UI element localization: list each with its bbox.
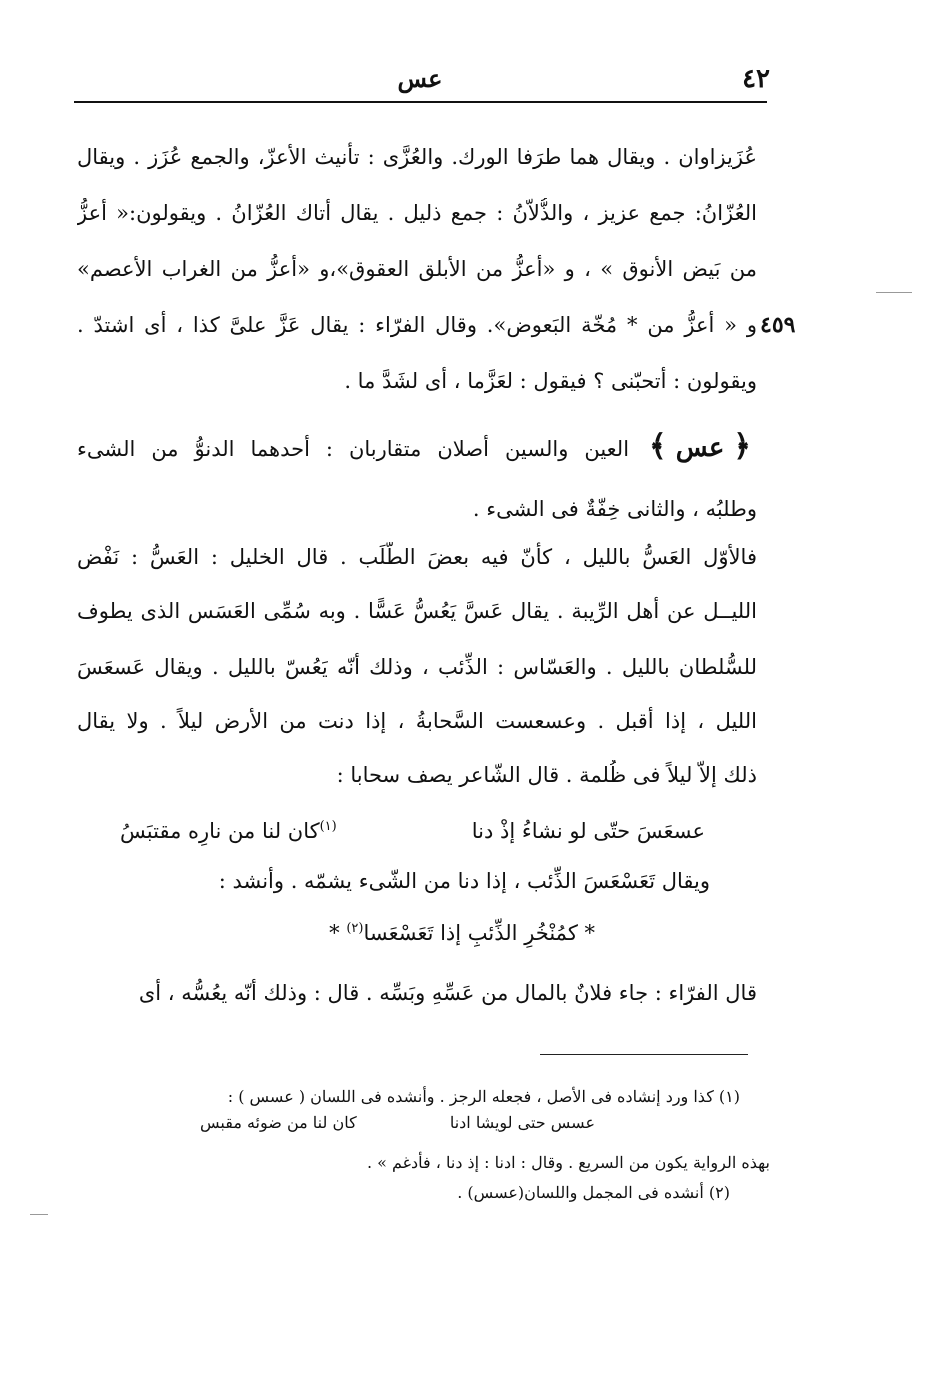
body-line: ويقولون : أتحبّنى ؟ فيقول : لعَزَّما ، أى لشَدَّ ما . [344, 369, 757, 393]
header-rule [74, 101, 767, 103]
footnote-marker-1: (١) [319, 819, 337, 834]
entry-first-line [77, 432, 757, 464]
page-header [70, 62, 770, 102]
footnote-rule [540, 1054, 748, 1055]
paragraph-line: ذلك إلاّ ليلاً فى ظُلمة . قال الشّاعر يصف سحابا : [336, 763, 757, 787]
running-head: عس [397, 64, 443, 93]
half-verse-end-star: * [329, 921, 340, 945]
entry-headword: عس [675, 433, 725, 463]
bracket-open: ﴿ [733, 432, 751, 464]
footnote-2: (٢) أنشده فى المجمل واللسان(عسس) . [457, 1183, 730, 1202]
body-line: عُزَيزاوان . ويقال هما طرَفا الورك. والعُزَّى : تأنيث الأعزّ، والجمع عُزَز . ويقال [77, 145, 757, 169]
half-verse [329, 918, 595, 948]
entry-second-line: وطلبُه ، والثانى خِفّةٌ فى الشىء . [472, 497, 757, 521]
poem-hemistich-2: كان لنا من نارِه مقتبَسُ [120, 819, 320, 843]
scan-mark [876, 292, 912, 293]
body-line: و « أعزُّ من * مُخّة البَعوض». وقال الفرّاء : يقال عَزَّ علىَّ كذا ، أى اشتدّ . [77, 313, 757, 337]
closing-line: قال الفرّاء : جاء فلانٌ بالمال من عَسِّهِ وبَسِّه . قال : وذلك أنّه يعُسُّه ، أى [138, 981, 757, 1005]
bracket-close: ﴾ [649, 432, 667, 464]
paragraph-line: فالأوّل العَسُّ بالليل ، كأنّ فيه بعضَ الطَّلَب . قال الخليل : العَسُّ : نَفْض [77, 545, 757, 569]
entry-definition: العين والسين أصلان متقاربان : أحدهما الدنوُّ من الشىء [77, 437, 630, 461]
body-line: العُزّانُ: جمع عزيز ، والذُّلاّنُ : جمع ذليل . يقال أتاك العُزّانُ . ويقولون:« أعزُّ [77, 201, 757, 225]
paragraph-line: الليــل عن أهل الرِّيبة . يقال عَسَّ يَعُسُّ عَسًّا . وبه سُمِّى العَسَس الذى يطوف [77, 599, 757, 623]
margin-page-reference: ٤٥٩ [760, 312, 796, 338]
paragraph-line: الليل ، إذا أقبل . وعسعست السَّحابةُ ، إذا دنت من الأرض ليلاً . ولا يقال [77, 709, 757, 733]
after-poem-line: ويقال تَعَسْعَسَ الذِّئب ، إذا دنا من الشّىء يشمّه . وأنشد : [218, 869, 710, 893]
paragraph-line: للسُّلطان بالليل . والعَسّاس : الذِّئب ، وذلك أنّه يَعُسّ بالليل . ويقال عَسعَسَ [77, 655, 757, 679]
body-line: من بَيض الأنوق » ، و «أعزُّ من الأبلق العقوق»،و «أعزُّ من الغراب الأعصم» [77, 257, 757, 281]
poem-hemistich-2-wrap [120, 816, 337, 846]
footnote-1-line-3: بهذه الرواية يكون من السريع . وقال : ادنا : إذ دنا ، فأدغم » . [366, 1153, 770, 1172]
poem-hemistich-1: عسعَسَ حتّى لو نشاءُ إذْ دنا [471, 819, 705, 843]
half-verse-text: * كمُنْخُرِ الذِّئبِ إذا تَعَسْعَسا [363, 921, 595, 945]
footnote-1-verse-a: عسس حتى لويشا ادنا [449, 1113, 595, 1132]
footnote-1-verse-b: كان لنا من ضوئه مقبس [200, 1113, 357, 1132]
footnote-1-line-1: (١) كذا ورد إنشاده فى الأصل ، فجعله الرجز . وأنشده فى اللسان ( عسس ) : [227, 1087, 740, 1106]
scan-mark [30, 1214, 48, 1215]
footnote-marker-2: (٢) [346, 921, 364, 936]
entry-headword-box [643, 432, 757, 463]
page-number: ٤٢ [742, 64, 770, 94]
